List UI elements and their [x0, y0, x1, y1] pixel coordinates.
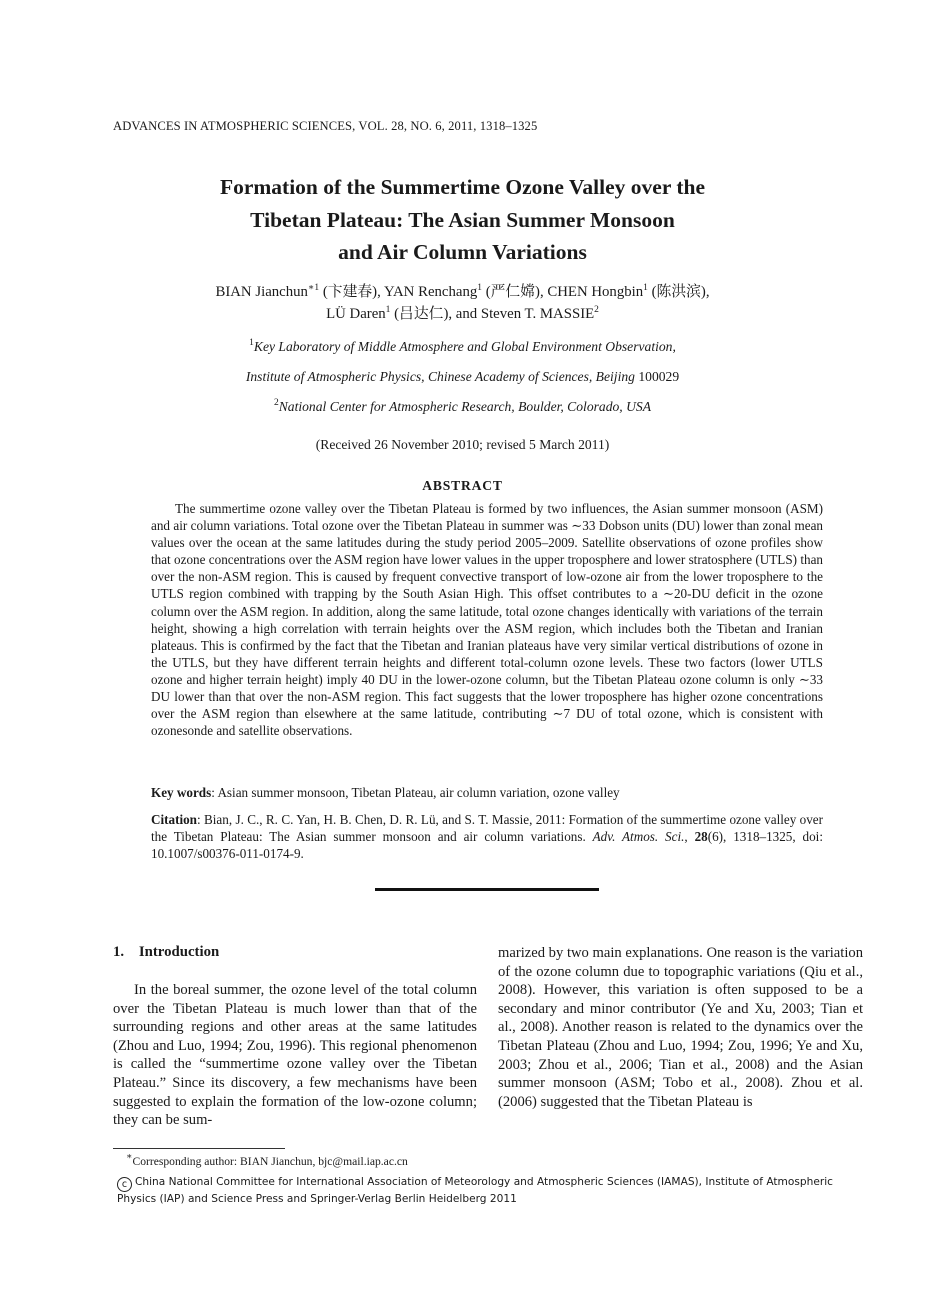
citation-volume: 28 — [694, 829, 708, 845]
author-affil-mark: 1 — [643, 283, 648, 293]
intro-left-column: In the boreal summer, the ozone level of the total column over the Tibetan Plateau is much lower than that of the surrounding regions and other areas at the same latitudes (Zhou and Luo, 1994; Zou, 1996). This regional phenomenon is called the “summertime ozone valley over the Tibetan Plateau.” Since its discovery, a few mechanisms have been suggested to explain the formation of the low-ozone column; they can be sum- — [113, 982, 477, 1129]
keywords-label: Key words — [151, 785, 212, 800]
author-chinese-name: (严仁嫦), — [485, 284, 544, 300]
received-dates: (Received 26 November 2010; revised 5 March 2011) — [315, 437, 610, 452]
abstract-text: The summertime ozone valley over the Tibetan Plateau is formed by two influences, the Asian summer monsoon (ASM) and air column variations. Total ozone over the Tibetan Plateau in summer was ∼33 Dobson units (DU) lower than zonal mean values over the ocean at the same latitudes during the study period 2005–2009. Satellite observations of ozone profiles show that ozone concentrations over the ASM region have lower values in the upper troposphere and lower stratosphere (UTLS) than over the non-ASM region. This is caused by frequent convective transport of low-ozone air from the lower troposphere to the UTLS region combined with trapping by the South Asian High. This offset contributes to a ∼20-DU deficit in the ozone column over the ASM region. In addition, along the same latitude, total ozone changes identically with variations of the terrain height, showing a high correlation with terrain heights over the ASM region, which includes both the Tibetan and Iranian plateaus. This is confirmed by the fact that the Tibetan and Iranian plateaus have very similar vertical distributions of ozone in the UTLS, but they have different terrain heights and different total-column ozone levels. These two factors (lower UTLS ozone and higher terrain height) imply 40 DU in the lower-ozone column, but the Tibetan Plateau ozone column is only ∼33 DU lower than that over the non-ASM region. This fact suggests that the lower troposphere has higher ozone concentrations over the ASM region than elsewhere at the same latitude, contributing ∼7 DU of total ozone, which is consistent with ozonesonde and satellite observations. — [151, 501, 823, 739]
author-name: Steven T. MASSIE — [480, 306, 595, 322]
author-name: BIAN Jianchun — [215, 284, 308, 300]
corresponding-author-footnote — [126, 1152, 408, 1168]
affil-text: National Center for Atmospheric Research, Boulder, Colorado, USA — [278, 399, 652, 414]
author-affil-mark: 1 — [385, 305, 391, 315]
copyright-text: China National Committee for International Association of Meteorology and Atmospheric Sciences (IAMAS), Institute of Atmospheric Physics (IAP) and Science Press and Springer-Verlag Berlin Heidelberg 2011 — [117, 1176, 833, 1205]
section-divider — [375, 888, 599, 891]
copyright-notice — [117, 1175, 867, 1208]
keywords-text: : Asian summer monsoon, Tibetan Plateau, air column variation, ozone valley — [211, 785, 620, 800]
footnote-text: Corresponding author: BIAN Jianchun, bjc@mail.iap.ac.cn — [132, 1155, 408, 1168]
author-affil-mark: ∗1 — [307, 283, 320, 293]
author-chinese-name: (吕达仁), and — [394, 306, 478, 322]
affiliation-1-cont — [0, 369, 925, 385]
author-name: YAN Renchang — [383, 284, 478, 300]
citation-journal: Adv. Atmos. Sci. — [592, 829, 685, 845]
affiliation-2 — [0, 399, 925, 415]
author-chinese-name: (卞建春), — [322, 284, 381, 300]
author-line-2 — [0, 303, 925, 325]
author-name: CHEN Hongbin — [547, 284, 644, 300]
intro-right-column: marized by two main explanations. One reason is the variation of the ozone column due to topographic variations (Qiu et al., 2008). However, this variation is often supposed to be a secondary and minor contributor (Ye and Xu, 2003; Tian et al., 2008). Another reason is related to the dynamics over the Tibetan Plateau (Zhou and Luo, 1994; Zou, 1996; Ye and Xu, 2003; Zhou et al., 2006; Tian et al., 2008) and the Asian summer monsoon (ASM; Tobo et al., 2008). Zhou et al. (2006) suggested that the Tibetan Plateau is — [498, 945, 863, 1110]
paper-title — [0, 171, 925, 269]
keywords — [151, 784, 823, 801]
affil-text: Institute of Atmospheric Physics, Chinese Academy of Sciences, Beijing — [245, 369, 635, 384]
journal-header: ADVANCES IN ATMOSPHERIC SCIENCES, VOL. 28, NO. 6, 2011, 1318–1325 — [113, 119, 538, 133]
section-heading-introduction: 1. Introduction — [113, 944, 220, 960]
affil-postcode: 100029 — [638, 369, 680, 384]
affil-text: Key Laboratory of Middle Atmosphere and Global Environment Observation, — [253, 339, 676, 354]
title-line-1: Formation of the Summertime Ozone Valley over the — [219, 175, 706, 199]
footnote-mark: ∗ — [126, 1152, 133, 1162]
title-line-2: Tibetan Plateau: The Asian Summer Monsoon — [250, 207, 675, 232]
abstract-heading: ABSTRACT — [422, 478, 503, 493]
affil-mark: 1 — [249, 338, 254, 348]
author-name: LÜ Daren — [326, 306, 386, 322]
title-line-3: and Air Column Variations — [338, 240, 587, 264]
citation-rest: (6), 1318–1325, doi: 10.1007/s00376-011-0174-9. — [151, 829, 823, 862]
citation-text: : Bian, J. C., R. C. Yan, H. B. Chen, D. R. Lü, and S. T. Massie, 2011: Formation of the summertime ozone valley over the Tibetan Plateau: The Asian summer monsoon and air column variations. — [151, 812, 823, 845]
author-list — [0, 281, 925, 325]
copyright-icon: c — [117, 1177, 132, 1192]
affiliation-1 — [0, 339, 925, 355]
affil-mark: 2 — [273, 398, 279, 408]
author-affil-mark: 2 — [594, 305, 599, 315]
author-line-1 — [0, 281, 925, 303]
author-affil-mark: 1 — [477, 283, 482, 293]
author-chinese-name: (陈洪滨), — [651, 284, 710, 300]
citation-label: Citation — [151, 812, 197, 827]
footnote-rule — [113, 1148, 285, 1149]
citation: Citation: Bian, J. C., R. C. Yan, H. B. Chen, D. R. Lü, and S. T. Massie, 2011: Formation of the summertime ozone valley over the Tibetan Plateau: The Asian summer monsoon and air column variations. Adv. Atmos. Sci., 28(6), 1318–1325, doi: 10.1007/s00376-011-0174-9. — [151, 812, 823, 862]
